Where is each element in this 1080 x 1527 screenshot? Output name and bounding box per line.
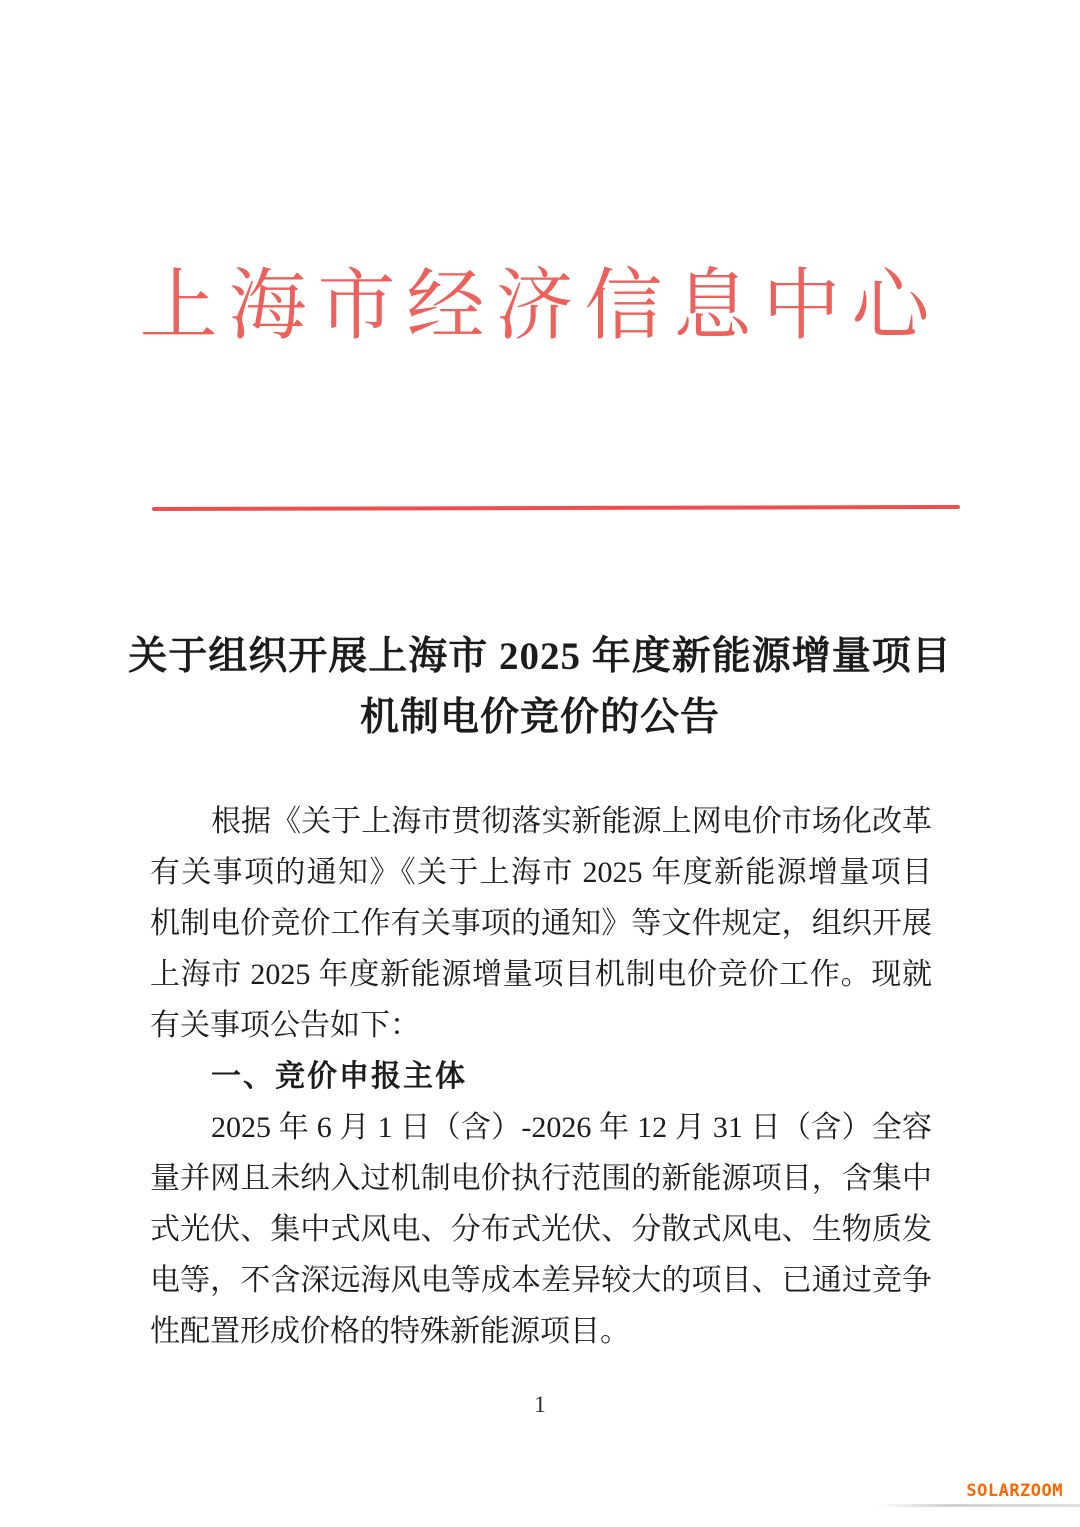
body-text-line: 式光伏、集中式风电、分布式光伏、分散式风电、生物质发 bbox=[150, 1213, 932, 1246]
scan-artifact-line bbox=[876, 1504, 1080, 1507]
document-body bbox=[150, 796, 932, 1357]
body-text-line: 量并网且未纳入过机制电价执行范围的新能源项目，含集中 bbox=[150, 1162, 932, 1195]
body-text-line: 上海市 2025 年度新能源增量项目机制电价竞价工作。现就 bbox=[150, 958, 932, 991]
document-title bbox=[0, 626, 1080, 748]
section-heading: 一、竞价申报主体 bbox=[211, 1060, 467, 1093]
body-text-line: 根据《关于上海市贯彻落实新能源上网电价市场化改革 bbox=[211, 805, 932, 838]
org-masthead-title: 上海市经济信息中心 bbox=[139, 262, 941, 349]
body-text-line: 电等，不含深远海风电等成本差异较大的项目、已通过竞争 bbox=[150, 1264, 932, 1297]
solarzoom-watermark: SOLARZOOM bbox=[966, 1481, 1063, 1501]
masthead-divider-line bbox=[152, 505, 960, 511]
body-text-line: 性配置形成价格的特殊新能源项目。 bbox=[150, 1315, 630, 1348]
body-text-line: 有关事项公告如下： bbox=[150, 1009, 420, 1042]
document-title-line1: 关于组织开展上海市 2025 年度新能源增量项目 bbox=[128, 635, 952, 678]
body-text-line: 有关事项的通知》《关于上海市 2025 年度新能源增量项目 bbox=[150, 856, 932, 889]
page-number: 1 bbox=[534, 1392, 546, 1417]
body-text-line: 机制电价竞价工作有关事项的通知》等文件规定，组织开展 bbox=[150, 907, 932, 940]
body-text-line: 2025 年 6 月 1 日（含）-2026 年 12 月 31 日（含）全容 bbox=[211, 1111, 932, 1144]
document-title-line2: 机制电价竞价的公告 bbox=[359, 696, 720, 739]
